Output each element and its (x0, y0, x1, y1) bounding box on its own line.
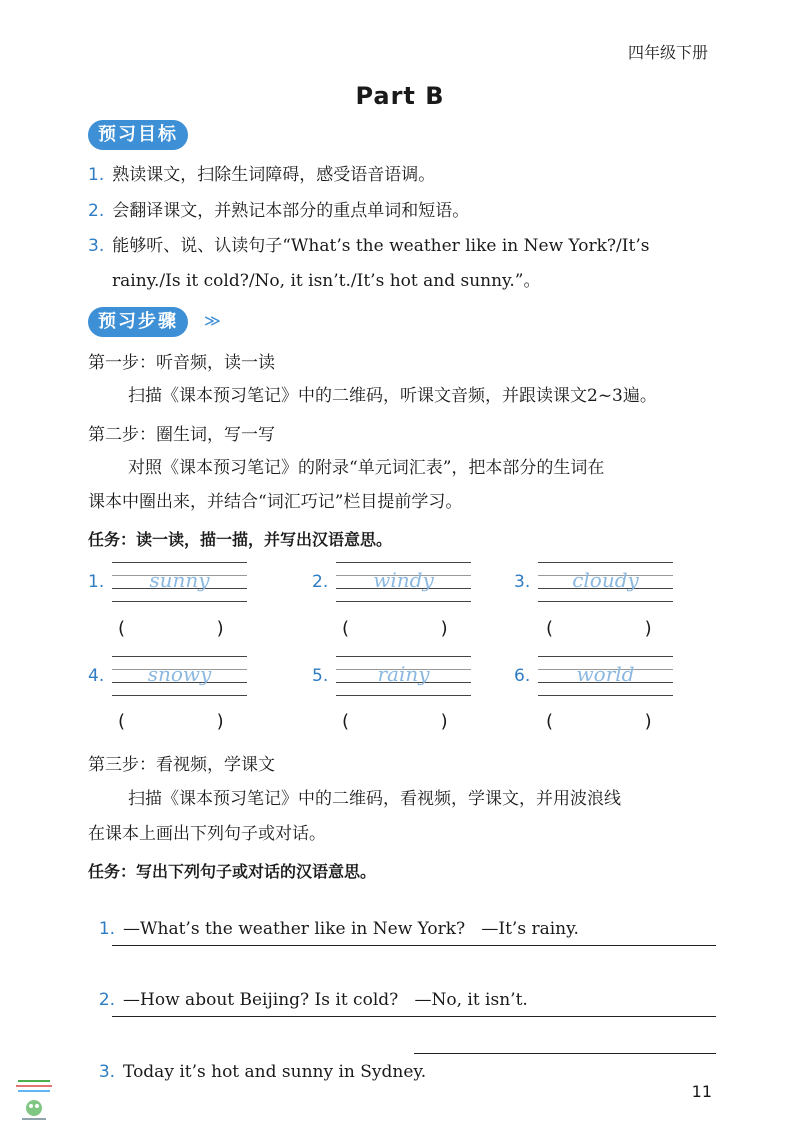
step2-text-line2: 课本中圈出来，并结合“词汇巧记”栏目提前学习。 (88, 492, 463, 512)
step3-text-line1: 扫描《课本预习笔记》中的二维码，看视频，学课文，并用波浪线 (128, 789, 621, 809)
traced-word: cloudy (572, 568, 639, 592)
traced-word: rainy (377, 662, 430, 686)
page-title: Part B (355, 82, 445, 110)
sentence-item (88, 961, 528, 1013)
answer-line[interactable] (112, 1016, 716, 1017)
meaning-blank[interactable]: ( ) (546, 618, 652, 639)
section-badge-goals: 预习目标 (88, 120, 188, 150)
sentence-item (88, 1033, 426, 1085)
answer-line[interactable] (112, 945, 716, 946)
sentence-number: 3. (98, 1062, 116, 1082)
sentence-item (88, 890, 579, 942)
goal-text: 能够听、说、认读句子“What’s the weather like in New York?/It’s (112, 236, 650, 256)
traced-word: snowy (147, 662, 212, 686)
step3-title: 第三步：看视频，学课文 (88, 755, 275, 775)
answer-line[interactable] (414, 1053, 716, 1054)
word-number: 3. (514, 572, 531, 592)
writing-lines (538, 562, 673, 600)
traced-word: sunny (149, 568, 210, 592)
double-chevron-icon: ≫ (204, 311, 221, 330)
grade-label: 四年级下册 (627, 43, 708, 62)
step1-title: 第一步：听音频，读一读 (88, 353, 275, 373)
writing-lines (112, 562, 247, 600)
page-number: 11 (691, 1082, 712, 1101)
publisher-logo-icon (14, 1078, 54, 1122)
sentence-text: —What’s the weather like in New York? —It’s rainy. (123, 919, 579, 939)
word-number: 4. (88, 666, 105, 686)
goal-number: 2. (88, 201, 105, 221)
writing-lines (336, 656, 471, 694)
traced-word: world (576, 662, 635, 686)
step2-text-line1: 对照《课本预习笔记》的附录“单元词汇表”，把本部分的生词在 (128, 458, 605, 478)
goal-text-continued: rainy./Is it cold?/No, it isn’t./It’s hot and sunny.”。 (112, 271, 541, 291)
step3-text-line2: 在课本上画出下列句子或对话。 (88, 824, 326, 844)
meaning-blank[interactable]: ( ) (118, 618, 224, 639)
sentence-text: —How about Beijing? Is it cold? —No, it isn’t. (123, 990, 528, 1010)
goal-number: 1. (88, 165, 105, 185)
word-number: 2. (312, 572, 329, 592)
task2-title: 任务：写出下列句子或对话的汉语意思。 (88, 862, 377, 881)
goal-item (88, 162, 435, 188)
writing-lines (112, 656, 247, 694)
meaning-blank[interactable]: ( ) (118, 711, 224, 732)
traced-word: windy (373, 568, 434, 592)
task1-title: 任务：读一读，描一描，并写出汉语意思。 (88, 530, 393, 549)
goal-number: 3. (88, 236, 105, 256)
writing-lines (336, 562, 471, 600)
meaning-blank[interactable]: ( ) (342, 711, 448, 732)
sentence-number: 1. (98, 919, 116, 939)
writing-lines (538, 656, 673, 694)
word-number: 6. (514, 666, 531, 686)
goal-item (88, 198, 469, 224)
goal-text: 熟读课文，扫除生词障碍，感受语音语调。 (112, 165, 436, 185)
step1-text: 扫描《课本预习笔记》中的二维码，听课文音频，并跟读课文2~3遍。 (128, 386, 657, 406)
goal-item (88, 233, 718, 259)
word-number: 5. (312, 666, 329, 686)
sentence-number: 2. (98, 990, 116, 1010)
goal-text: 会翻译课文，并熟记本部分的重点单词和短语。 (112, 201, 470, 221)
meaning-blank[interactable]: ( ) (546, 711, 652, 732)
word-number: 1. (88, 572, 105, 592)
section-badge-steps: 预习步骤 (88, 307, 188, 337)
meaning-blank[interactable]: ( ) (342, 618, 448, 639)
sentence-text: Today it’s hot and sunny in Sydney. (123, 1062, 427, 1082)
step2-title: 第二步：圈生词，写一写 (88, 425, 275, 445)
